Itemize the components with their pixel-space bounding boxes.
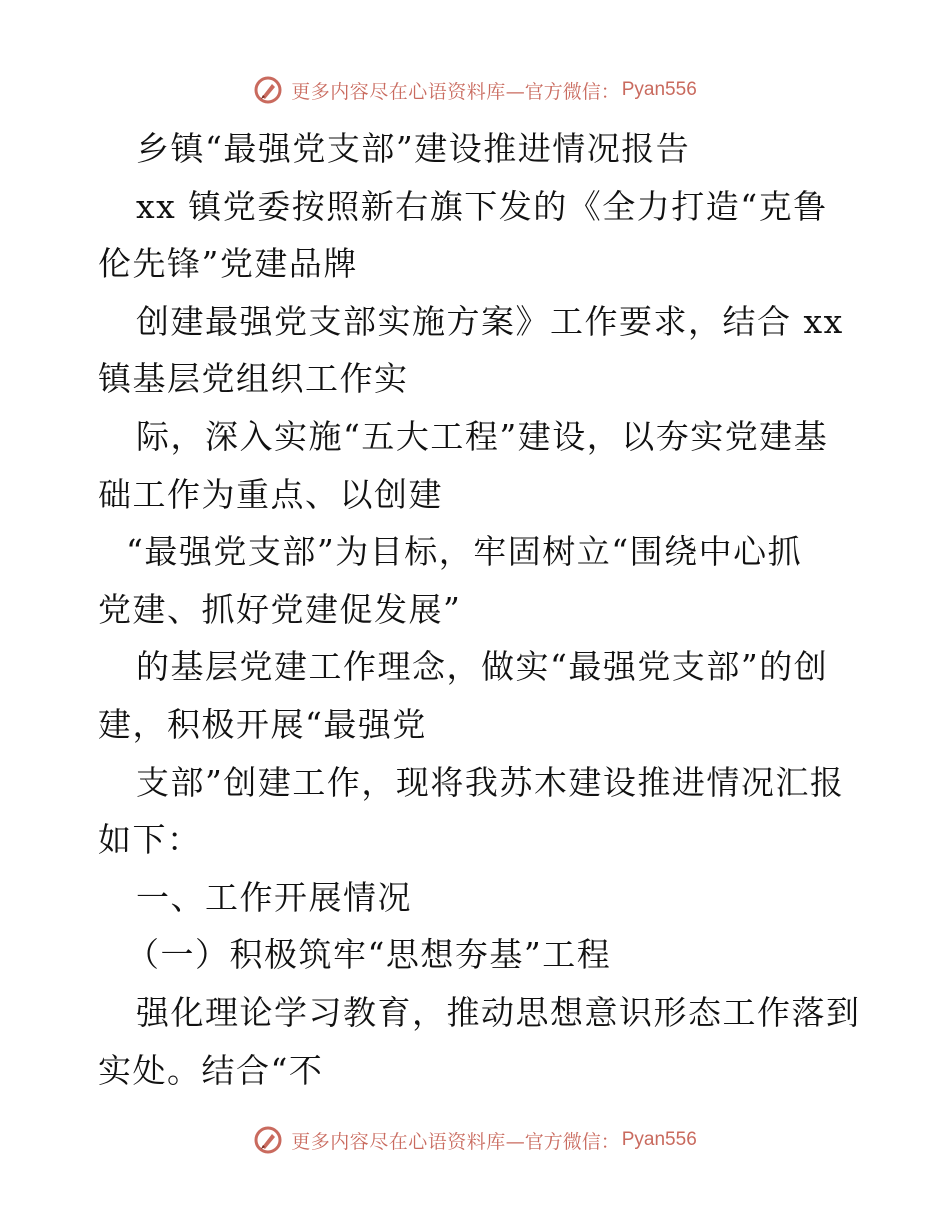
section-heading: 一、工作开展情况 [136,877,412,917]
watermark-account: Pyan556 [621,79,697,100]
paragraph-line: 党建、抓好党建促发展” [98,589,462,629]
red-pen-circle-logo-icon [253,1125,283,1155]
document-title: 乡镇“最强党支部”建设推进情况报告 [136,129,691,168]
subsection-heading: （一）积极筑牢“思想夯基”工程 [126,935,612,975]
watermark-brand-text: 更多内容尽在心语资料库 [291,1130,506,1153]
paragraph-line: 的基层党建工作理念，做实“最强党支部”的创 [136,647,829,687]
red-pen-circle-logo-icon [253,75,283,105]
paragraph-line: 际，深入实施“五大工程”建设，以夯实党建基 [136,416,829,456]
paragraph-line: 镇基层党组织工作实 [98,359,409,399]
paragraph-line: 础工作为重点、以创建 [98,474,443,514]
watermark-brand-text: 更多内容尽在心语资料库 [291,80,506,103]
paragraph-line: 建，积极开展“最强党 [98,704,427,744]
document-body [98,120,861,1099]
paragraph-line: 实处。结合“不 [98,1050,324,1090]
paragraph-line: 伦先锋”党建品牌 [98,244,358,284]
watermark-account: Pyan556 [621,1129,697,1150]
paragraph-line: “最强党支部”为目标，牢固树立“围绕中心抓 [126,532,803,572]
header-watermark [0,70,950,110]
watermark-official-text: —官方微信： [505,80,620,103]
watermark-official-text: —官方微信： [505,1130,620,1153]
footer-watermark [0,1120,950,1160]
paragraph-line: 强化理论学习教育，推动思想意识形态工作落到 [136,992,861,1032]
paragraph-line: xx 镇党委按照新右旗下发的《全力打造“克鲁 [136,186,828,226]
paragraph-line: 支部”创建工作，现将我苏木建设推进情况汇报 [136,762,845,802]
paragraph-line: 如下： [98,820,202,860]
paragraph-line: 创建最强党支部实施方案》工作要求，结合 xx [136,301,844,341]
